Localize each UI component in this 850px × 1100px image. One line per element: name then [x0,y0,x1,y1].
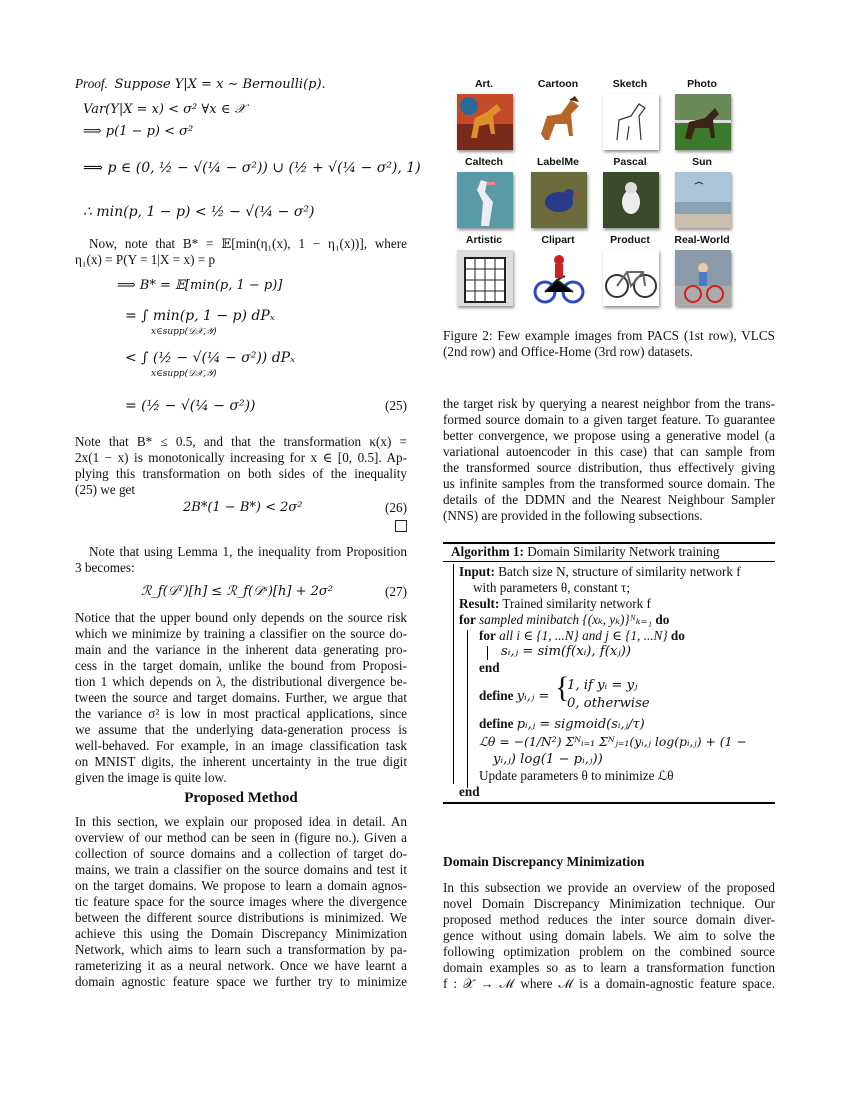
algorithm-y-case-2: 0, otherwise [567,696,650,711]
art-horse-image [457,94,513,150]
algorithm-for-inner [479,628,685,644]
notice-line: tion 1 which depends on λ, the distributional divergence be- [75,674,407,689]
figure-label: Artistic [465,234,503,246]
section-title: Proposed Method [184,790,298,806]
subsection-title: Domain Discrepancy Minimization [443,854,645,869]
para-now-line-2: η₁(x) = P(Y = 1|X = x) = p [75,252,216,267]
labelme-bird-image [531,172,587,228]
keyword-define: define [479,688,514,703]
figure-label: Sketch [612,78,648,90]
target-line: formed source domain to a given target feature. To guarantee [443,412,775,427]
target-line: details of the DDMN and the Nearest Neighbour Sampler [443,492,775,507]
algorithm-sim-line: sᵢ,ⱼ = sim(f(xᵢ), f(xⱼ)) [501,644,632,659]
algorithm-loss-line-2: yᵢ,ⱼ) log(1 − pᵢ,ⱼ)) [493,752,603,767]
figure-label: Sun [692,156,712,168]
ddm-line: proposed method reduces the inter source domain diver- [443,912,775,927]
notice-line: main and the variance in the inherent data generating pro- [75,642,407,657]
proof-label: Proof. [75,76,108,91]
result-text: Trained similarity network f [502,596,651,611]
lemma-line: 3 becomes: [75,560,135,575]
method-line: Network, which aims to learn such a transformation by pa- [75,942,407,957]
algorithm-title-text: Domain Similarity Network training [527,544,720,559]
algorithm-for-outer [459,612,669,628]
eq-bayes-3: < ∫ (½ − √(¼ − σ²)) dPₓ [125,350,296,366]
para-now-line-1: Now, note that B* = 𝔼[min(η₁(x), 1 − η₁(x))], where [89,236,407,251]
cartoon-horse-image [531,94,587,150]
target-line: variational autoencoder in this case) that can sample from [443,444,775,459]
realworld-bicycle-image [675,250,731,306]
algorithm-bottom-rule [443,802,775,804]
figure-label: Clipart [541,234,575,246]
notice-line: cess in the target domain, unlike the bound from Proposi- [75,658,407,673]
notice-line: tween the source and target domains. Further, we argue that [75,690,407,705]
method-line: domain agnostic feature space we further try to minimize [75,974,407,989]
ddm-line: novel Domain Discrepancy Minimization technique. Our [443,896,775,911]
method-line: mains, we train a classifier on the source domains and test it [75,862,407,877]
algorithm-title [451,544,719,560]
algorithm-define-y [479,688,549,705]
target-line: the target risk by querying a nearest neighbor from the trans- [443,396,775,411]
clipart-bicycle-image [531,250,587,306]
eq-variance: Var(Y|X = x) < σ² ∀x ∈ 𝒳 [83,102,246,117]
sun-beach-image [675,172,731,228]
keyword-end: end [459,784,480,799]
algorithm-result [459,596,651,612]
notice-line: well-behaved. For example, in an image classification task [75,738,407,753]
eq-bayes-1: ⟹ B* = 𝔼[min(p, 1 − p)] [117,278,283,293]
eq-bayes-2-subscript: x∈supp(𝒟𝒳,𝒴) [151,327,217,337]
eq-implies-1: ⟹ p(1 − p) < σ² [83,124,194,139]
y-def-lhs: yᵢ,ⱼ = [516,689,550,704]
pascal-bird-image [603,172,659,228]
notice-line: Notice that the upper bound only depends on the source risk [75,610,407,625]
caltech-bird-image [457,172,513,228]
figure-label: LabelMe [536,156,579,168]
for-inner-condition: all i ∈ {1, ...N} and j ∈ {1, ...N} [499,628,668,643]
keyword-for: for [479,628,496,643]
keyword-for: for [459,612,476,627]
algorithm-title-rule [443,561,775,562]
product-bicycle-image [603,250,659,306]
qed-box [395,520,407,532]
eq-bayes-3-subscript: x∈supp(𝒟𝒳,𝒴) [151,369,217,379]
eq-bayes-2: = ∫ min(p, 1 − p) dPₓ [125,308,275,324]
ddm-line: following optimization problem on the combined source [443,944,775,959]
method-line: rameterizing it as a neural network. Once we have learnt a [75,958,407,973]
notice-line: given the image is quite low. [75,770,227,785]
algorithm-end-outer [459,784,480,800]
keyword-end: end [479,660,500,675]
eq-implies-2: ⟹ p ∈ (0, ½ − √(¼ − σ²)) ∪ (½ + √(¼ − σ²), 1) [83,160,421,176]
note-line: 2x(1 − x) is monotonically increasing for x ∈ [0, 0.5]. Ap- [75,450,407,465]
algorithm-indent-bar [467,630,468,788]
artistic-window-image [457,250,513,306]
figure-label: Photo [687,78,717,90]
algorithm-end-inner [479,660,500,676]
eq-number-25: (25) [385,398,407,413]
figure-caption-line: Figure 2: Few example images from PACS (1st row), VLCS [443,328,775,343]
for-outer-condition: sampled minibatch {(xₖ, yₖ)}ᴺₖ₌₁ [479,612,653,627]
ddm-line: gence without using domain labels. We aim to solve the [443,928,775,943]
keyword-do: do [655,612,670,627]
target-line: the transformed source distribution, thus effectively giving [443,460,775,475]
method-line: In this section, we explain our proposed idea in detail. An [75,814,407,829]
result-label: Result: [459,596,500,611]
eq-number-27: (27) [385,584,407,599]
notice-line: on MNIST digits, the inherent uncertainty in the true digit [75,754,407,769]
note-line: (25) we get [75,482,136,497]
figure-label: Art. [474,78,494,90]
keyword-define: define [479,716,514,731]
figure-caption-line: (2nd row) and Office-Home (3rd row) datasets. [443,344,693,359]
notice-line: which we minimize by training a classifier on the source do- [75,626,407,641]
method-line: collection of source domains and a collection of target do- [75,846,407,861]
algorithm-update-line: Update parameters θ to minimize ℒθ [479,768,674,783]
ddm-line: In this subsection we provide an overview of the proposed [443,880,775,895]
lemma-line: Note that using Lemma 1, the inequality from Proposition [89,544,407,559]
figure-label: Caltech [465,156,503,168]
eq-number-26: (26) [385,500,407,515]
sketch-horse-image [603,94,659,150]
algorithm-input [459,564,741,580]
figure-label: Real-World [674,234,730,246]
ddm-line: domain examples so as to learn a transformation function [443,960,775,975]
method-line: overview of our method can be seen in (figure no.). Given a [75,830,407,845]
eq-26: 2B*(1 − B*) < 2σ² [183,500,303,515]
algorithm-brace: { [555,671,570,704]
eq-27: ℛ_f(𝒟ᵀ)[h] ≤ ℛ_f(𝒟ˢ)[h] + 2σ² [141,584,333,599]
target-line: us infinite samples from the transformed source domain. The [443,476,775,491]
method-line: tic feature space for the source images where the divergence [75,894,407,909]
notice-line: the variance σ² is low in most practical applications, since [75,706,407,721]
keyword-do: do [670,628,685,643]
figure-label: Pascal [613,156,647,168]
p-def: pᵢ,ⱼ = sigmoid(sᵢ,ⱼ/τ) [516,717,645,732]
eq-therefore: ∴ min(p, 1 − p) < ½ − √(¼ − σ²) [83,204,315,220]
algorithm-loss-line-1: ℒθ = −(1/N²) Σᴺᵢ₌₁ Σᴺⱼ₌₁(yᵢ,ⱼ log(pᵢ,ⱼ) + (1 − [479,734,747,749]
ddm-line: f : 𝒳 → ℳ where ℳ is a domain-agnostic feature space. [443,976,775,991]
method-line: achieve this using the Domain Discrepancy Minimization [75,926,407,941]
target-line: better convergence, we propose using a generative model (a [443,428,775,443]
note-line: Note that B* ≤ 0.5, and that the transformation κ(x) = [75,434,407,449]
proof-statement: Suppose Y|X = x ∼ Bernoulli(p). [114,77,326,92]
eq-bayes-4: = (½ − √(¼ − σ²)) [125,398,256,414]
proof-intro [75,76,326,93]
target-line: (NNS) are provided in the following subsections. [443,508,703,523]
input-label: Input: [459,564,495,579]
photo-horse-image [675,94,731,150]
algorithm-input-cont: with parameters θ, constant τ; [473,580,631,595]
algorithm-y-case-1: 1, if yᵢ = yⱼ [567,678,638,693]
figure-label: Product [610,234,650,246]
algorithm-indent-bar [487,646,488,660]
method-line: between the different source distributions is minimized. We [75,910,407,925]
method-line: on the target domains. We propose to learn a domain agnos- [75,878,407,893]
figure-label: Cartoon [537,78,579,90]
algorithm-define-p [479,716,645,733]
algorithm-indent-bar [453,564,454,784]
note-line: plying this transformation on both sides of the inequality [75,466,407,481]
algorithm-title-label: Algorithm 1: [451,544,524,559]
input-text: Batch size N, structure of similarity network f [498,564,741,579]
notice-line: we assume that the underlying data-generation process is [75,722,407,737]
